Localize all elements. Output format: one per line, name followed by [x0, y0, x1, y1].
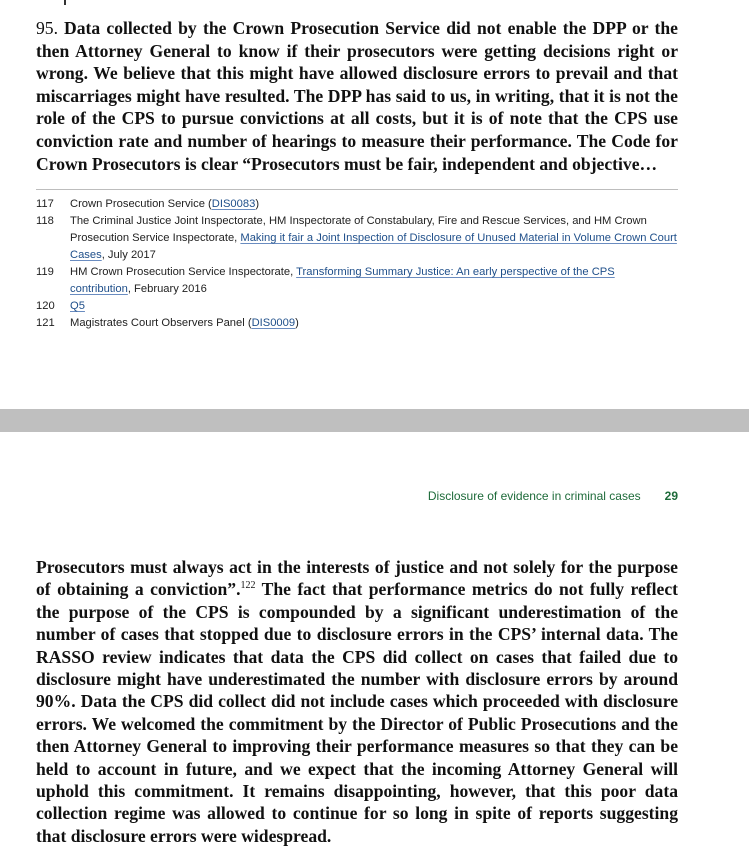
footnote-number: 117	[36, 198, 54, 210]
footnote-text: , July 2017	[101, 249, 156, 261]
paragraph-95-text: Data collected by the Crown Prosecution Service did not enable the DPP or the then Attorney General to know if their prosecutors were getting decisions right or wrong. We believe that this might have allowed disclosure errors to prevail and that miscarriages might have resulted. The DPP has said to us, in writing, that it is not the role of the CPS to pursue convictions at all costs, but it is of note that the CPS use conviction rate and number of hearings to measure their performance. The Code for Crown Prosecutors is clear “Prosecutors must be fair, independent and objective…	[36, 18, 678, 174]
footnote-119	[36, 264, 678, 298]
paragraph-number: 95.	[36, 18, 58, 38]
footnote-link[interactable]: Transforming Summary Justice: An early perspective of the CPS contribution	[70, 266, 615, 295]
footnote-rule	[36, 189, 678, 190]
page-number: 29	[664, 489, 678, 503]
footnote-text: The Criminal Justice Joint Inspectorate, HM Inspectorate of Constabulary, Fire and Rescue Services, and HM Crown Prosecution Service Inspectorate,	[70, 215, 647, 244]
footnotes	[36, 196, 678, 332]
footnote-link[interactable]: DIS0083	[211, 198, 256, 210]
paragraph-continued	[36, 556, 678, 847]
paragraph-text: The fact that performance metrics do not fully reflect the purpose of the CPS is compounded by a significant underestimation of the number of cases that stopped due to disclosure errors in the CPS’ internal data. The RASSO review indicates that data the CPS did collect on cases that failed due to disclosure might have underestimated the number with disclosure errors by around 90%. Data the CPS did collect did not include cases which proceeded with disclosure errors. We welcomed the commitment by the Director of Public Prosecutions and the then Attorney General to improving their performance measures so that they can be held to account in future, and we expect that the incoming Attorney General will uphold this commitment. It remains disappointing, however, that this poor data collection regime was allowed to continue for so long in spite of reports suggesting that disclosure errors were widespread.	[36, 579, 678, 846]
footnote-120	[36, 298, 678, 315]
running-header-title: Disclosure of evidence in criminal cases	[427, 489, 641, 503]
footnote-number: 120	[36, 300, 55, 312]
footnote-text: )	[255, 198, 260, 210]
footnote-117	[36, 196, 678, 213]
footnote-text: , February 2016	[127, 283, 207, 295]
paragraph-95	[36, 17, 678, 175]
footnote-text: Crown Prosecution Service (	[70, 198, 212, 210]
footnote-number: 121	[36, 317, 55, 329]
margin-tick	[64, 0, 66, 5]
footnote-link[interactable]: DIS0009	[251, 317, 296, 329]
page-break-divider	[0, 409, 749, 432]
footnote-118	[36, 213, 678, 264]
footnote-link[interactable]: Q5	[70, 300, 85, 312]
footnote-text: Magistrates Court Observers Panel (	[70, 317, 252, 329]
footnote-reference[interactable]: 122	[240, 580, 256, 592]
footnote-number: 118	[36, 215, 54, 227]
footnote-link[interactable]: Making it fair a Joint Inspection of Disclosure of Unused Material in Volume Crown Court Cases	[70, 232, 677, 261]
paragraph-text: Prosecutors must always act in the interests of justice and not solely for the purpose of obtaining a conviction”.	[36, 557, 678, 600]
footnote-number: 119	[36, 266, 54, 278]
footnote-text: HM Crown Prosecution Service Inspectorate,	[70, 266, 297, 278]
footnote-text: )	[295, 317, 299, 329]
running-header	[36, 489, 678, 503]
footnote-121	[36, 315, 678, 332]
